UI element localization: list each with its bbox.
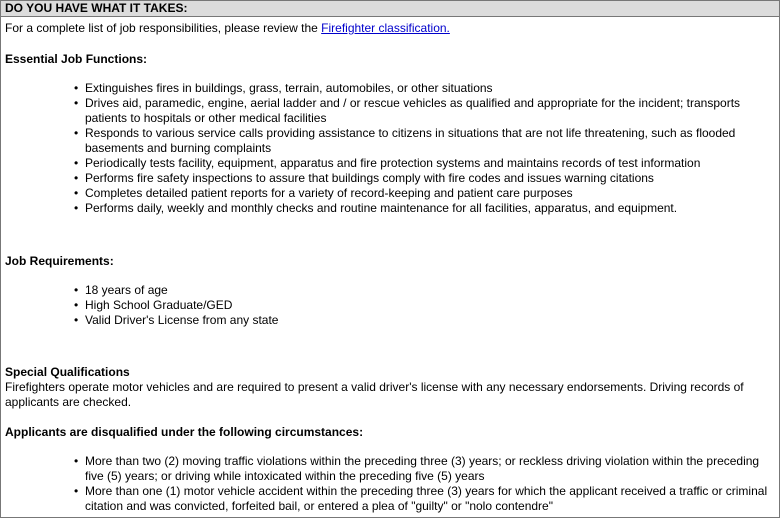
list-item: • Drives aid, paramedic, engine, aerial ladder and / or rescue vehicles as qualified and appropriate for the incident; transports patients to hospitals or other medical facilities	[85, 96, 775, 126]
job-requirements-list	[5, 283, 775, 328]
special-qualifications-title: Special Qualifications	[5, 365, 130, 379]
essential-functions-list	[5, 81, 775, 216]
list-item: • Responds to various service calls providing assistance to citizens in situations that are not life threatening, such as flooded basements and burning complaints	[85, 126, 775, 156]
list-item: • Completes detailed patient reports for a variety of record-keeping and patient care purposes	[85, 186, 775, 201]
job-requirements-title: Job Requirements:	[5, 254, 114, 268]
list-item: • 18 years of age	[85, 283, 775, 298]
list-item: • Performs daily, weekly and monthly checks and routine maintenance for all facilities, apparatus, and equipment.	[85, 201, 775, 216]
panel-content	[1, 17, 779, 514]
disqualifications-title: Applicants are disqualified under the following circumstances:	[5, 425, 364, 439]
special-qualifications-text: Firefighters operate motor vehicles and are required to present a valid driver's license with any necessary endorsements. Driving records of applicants are checked.	[5, 380, 744, 409]
list-item: • Periodically tests facility, equipment, apparatus and fire protection systems and maintains records of test information	[85, 156, 775, 171]
essential-functions-title: Essential Job Functions:	[5, 52, 148, 66]
list-item: • Performs fire safety inspections to assure that buildings comply with fire codes and issues warning citations	[85, 171, 775, 186]
intro-text: For a complete list of job responsibilities, please review the	[5, 21, 322, 35]
list-item: • More than two (2) moving traffic violations within the preceding three (3) years; or reckless driving violation within the preceding five (5) years; or driving while intoxicated within the preceding five (5) years	[85, 454, 775, 484]
list-item: • Extinguishes fires in buildings, grass, terrain, automobiles, or other situations	[85, 81, 775, 96]
list-item: • High School Graduate/GED	[85, 298, 775, 313]
disqualifications-list	[5, 454, 775, 514]
list-item: • More than one (1) motor vehicle accident within the preceding three (3) years for which the applicant received a traffic or criminal citation and was convicted, forfeited bail, or entered a plea of "guilty" or "nolo contendre"	[85, 484, 775, 514]
panel-header: DO YOU HAVE WHAT IT TAKES:	[1, 1, 779, 17]
list-item: • Valid Driver's License from any state	[85, 313, 775, 328]
firefighter-classification-link[interactable]: Firefighter classification.	[321, 21, 450, 35]
intro-paragraph	[5, 21, 775, 36]
